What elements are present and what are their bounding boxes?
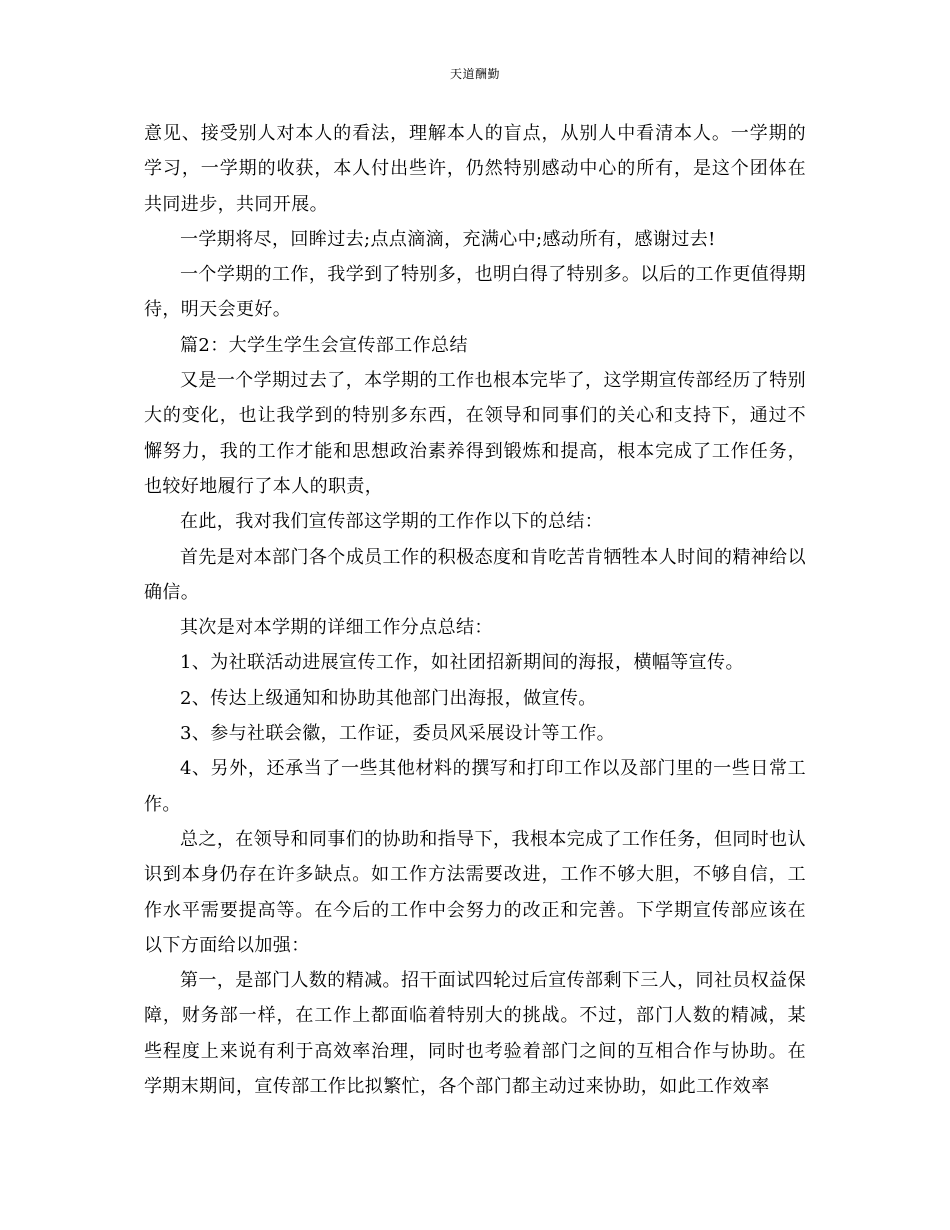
paragraph: 一学期将尽，回眸过去;点点滴滴，充满心中;感动所有，感谢过去! [180,228,716,250]
section-heading: 篇2：大学生学生会宣传部工作总结 [180,334,468,356]
paragraph: 在此，我对我们宣传部这学期的工作作以下的总结： [180,511,604,533]
list-item: 2、传达上级通知和协助其他部门出海报，做宣传。 [180,687,597,709]
paragraph: 首先是对本部门各个成员工作的积极态度和肯吃苦肯牺牲本人时间的精神给以确信。 [144,546,806,603]
document-body [144,116,806,1104]
list-item: 3、参与社联会徽，工作证，委员风采展设计等工作。 [180,723,616,745]
list-item: 1、为社联活动进展宣传工作，如社团招新期间的海报，横幅等宣传。 [180,652,744,674]
paragraph-continued: 意见、接受别人对本人的看法，理解本人的盲点，从别人中看清本人。一学期的学习，一学期的收获，本人付出些许，仍然特别感动中心的所有，是这个团体在共同进步，共同开展。 [144,123,806,215]
paragraph: 一个学期的工作，我学到了特别多，也明白得了特别多。以后的工作更值得期待，明天会更好。 [144,264,806,321]
paragraph: 又是一个学期过去了，本学期的工作也根本完毕了，这学期宣传部经历了特别大的变化，也让我学到的特别多东西，在领导和同事们的关心和支持下，通过不懈努力，我的工作才能和思想政治素养得到锻炼和提高，根本完成了工作任务，也较好地履行了本人的职责， [144,370,806,497]
paragraph: 总之，在领导和同事们的协助和指导下，我根本完成了工作任务，但同时也认识到本身仍存在许多缺点。如工作方法需要改进，工作不够大胆，不够自信，工作水平需要提高等。在今后的工作中会努力的改正和完善。下学期宣传部应该在以下方面给以加强： [144,828,806,956]
paragraph: 其次是对本学期的详细工作分点总结： [180,617,493,639]
page-header: 天道酬勤 [449,67,500,81]
list-item: 4、另外，还承当了一些其他材料的撰写和打印工作以及部门里的一些日常工作。 [144,758,806,815]
paragraph: 第一，是部门人数的精减。招干面试四轮过后宣传部剩下三人，同社员权益保障，财务部一样，在工作上都面临着特别大的挑战。不过，部门人数的精减，某些程度上来说有利于高效率治理，同时也考验着部门之间的互相合作与协助。在学期末期间，宣传部工作比拟繁忙，各个部门都主动过来协助，如此工作效率 [144,970,806,1098]
